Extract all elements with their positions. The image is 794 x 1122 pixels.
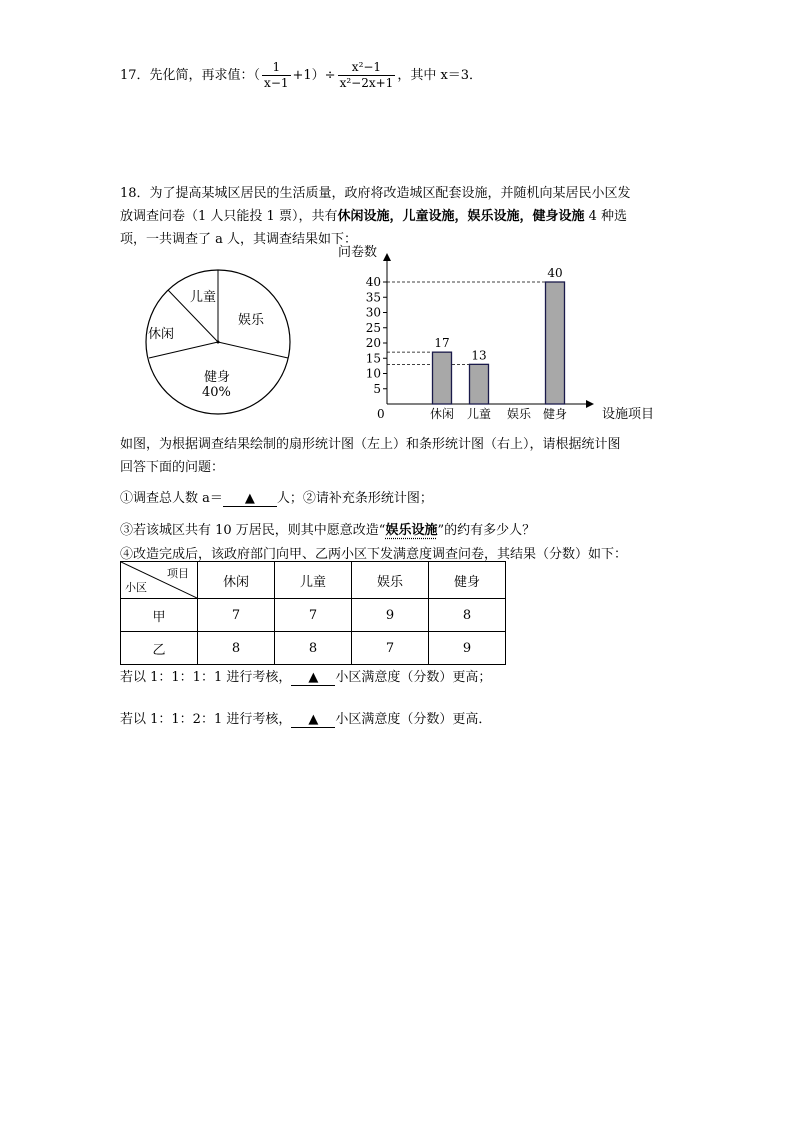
x-tick-label: 健身 bbox=[542, 407, 568, 421]
q18-line-2-a: 放调查问卷（1 人只能投 1 票），共有 bbox=[120, 209, 338, 224]
x-tick-label: 休闲 bbox=[429, 407, 455, 421]
table-corner-cell bbox=[121, 562, 198, 599]
corner-label-bottom: 小区 bbox=[125, 581, 147, 594]
x-axis-label: 设施项目 bbox=[602, 407, 655, 422]
fraction-1-numerator: 1 bbox=[262, 60, 290, 76]
y-tick-label: 30 bbox=[365, 305, 381, 320]
pie-label-fitness: 健身 bbox=[204, 370, 231, 385]
fraction-2-numerator: x²−1 bbox=[338, 60, 396, 76]
y-tick-label: 20 bbox=[365, 336, 381, 350]
column-header: 儿童 bbox=[275, 562, 352, 599]
y-tick-label: 15 bbox=[365, 351, 381, 366]
column-header: 娱乐 bbox=[352, 562, 429, 599]
q18-last-2 bbox=[120, 708, 491, 728]
x-tick-label: 娱乐 bbox=[506, 407, 532, 421]
q18-options-bold: 休闲设施，儿童设施，娱乐设施，健身设施 bbox=[337, 209, 585, 224]
q18-desc-1: 如图，为根据调查结果绘制的扇形统计图（左上）和条形统计图（右上），请根据统计图 bbox=[120, 437, 621, 452]
answer-blank-b[interactable]: ▲ bbox=[291, 670, 335, 686]
last1-text-a: 若以 1：1：1：1 进行考核， bbox=[120, 670, 292, 685]
q17-suffix: ，其中 x＝3． bbox=[397, 68, 483, 83]
sub3-text-b: ”的约有多少人？ bbox=[437, 523, 536, 538]
column-header: 健身 bbox=[429, 562, 506, 599]
table-cell: 7 bbox=[352, 632, 429, 665]
bar-value-label: 40 bbox=[547, 266, 563, 280]
row-header: 甲 bbox=[121, 599, 198, 632]
corner-label-top: 项目 bbox=[167, 567, 189, 580]
bar-chart bbox=[330, 240, 670, 425]
table-cell: 9 bbox=[429, 632, 506, 665]
row-header: 乙 bbox=[121, 632, 198, 665]
q18-line-2-c: 4 种选 bbox=[584, 209, 628, 224]
pie-chart bbox=[140, 262, 300, 422]
pie-center-dot bbox=[217, 341, 220, 344]
table-cell: 8 bbox=[198, 632, 275, 665]
table-cell: 9 bbox=[352, 599, 429, 632]
bar bbox=[546, 282, 565, 404]
pie-label-leisure: 休闲 bbox=[148, 327, 175, 342]
last2-text-b: 小区满意度（分数）更高． bbox=[335, 712, 492, 727]
q17-plus: +1）÷ bbox=[292, 68, 336, 83]
column-header: 休闲 bbox=[198, 562, 275, 599]
q18-sub-3 bbox=[120, 519, 535, 538]
q18-line-3: 项，一共调查了 a 人，其调查结果如下： bbox=[120, 232, 358, 247]
pie-label-entertainment: 娱乐 bbox=[238, 313, 265, 328]
answer-blank-a[interactable]: ▲ bbox=[223, 491, 277, 507]
y-tick-label: 40 bbox=[365, 275, 381, 289]
sub1-text-a: ①调查总人数 a＝ bbox=[120, 491, 223, 506]
q17-prefix: 17．先化简，再求值：（ bbox=[120, 68, 261, 83]
bar bbox=[433, 352, 452, 404]
q18-line-2 bbox=[120, 205, 627, 224]
fraction-2-denominator: x²−2x+1 bbox=[339, 76, 394, 90]
origin-label: 0 bbox=[377, 407, 385, 421]
fraction-1 bbox=[262, 60, 290, 91]
table-cell: 7 bbox=[198, 599, 275, 632]
question-17 bbox=[120, 60, 482, 91]
bar-value-label: 17 bbox=[434, 336, 450, 351]
y-axis-label: 问卷数 bbox=[338, 245, 378, 260]
y-tick-label: 10 bbox=[365, 366, 381, 381]
answer-blank-c[interactable]: ▲ bbox=[291, 712, 335, 728]
guide-lines bbox=[387, 282, 546, 364]
q18-line-1: 18．为了提高某城区居民的生活质量，政府将改造城区配套设施，并随机向某居民小区发 bbox=[120, 186, 631, 201]
table-header-row bbox=[121, 562, 506, 599]
table-row bbox=[121, 632, 506, 665]
q18-sub-1 bbox=[120, 487, 433, 507]
pie-label-fitness-percent: 40% bbox=[202, 385, 231, 400]
table-cell: 8 bbox=[275, 632, 352, 665]
sub3-text-a: ③若该城区共有 10 万居民，则其中愿意改造“ bbox=[120, 523, 386, 538]
x-tick-label: 儿童 bbox=[466, 407, 492, 421]
sub3-emphasis: 娱乐设施 bbox=[385, 523, 438, 538]
table-cell: 8 bbox=[429, 599, 506, 632]
score-table bbox=[120, 561, 506, 665]
bars bbox=[433, 266, 565, 404]
q18-sub-4: ④改造完成后，该政府部门向甲、乙两小区下发满意度调查问卷，其结果（分数）如下： bbox=[120, 547, 628, 562]
fraction-1-denominator: x−1 bbox=[264, 76, 289, 90]
last2-text-a: 若以 1：1：2：1 进行考核， bbox=[120, 712, 292, 727]
y-tick-label: 5 bbox=[373, 381, 381, 396]
q18-last-1 bbox=[120, 666, 491, 686]
y-ticks bbox=[366, 275, 387, 396]
sub1-text-b: 人；②请补充条形统计图； bbox=[276, 491, 433, 506]
bar bbox=[470, 364, 489, 404]
bar-value-label: 13 bbox=[471, 348, 487, 363]
x-tick-labels bbox=[430, 406, 567, 421]
y-tick-label: 25 bbox=[365, 320, 381, 335]
table-row bbox=[121, 599, 506, 632]
y-tick-label: 35 bbox=[365, 290, 381, 305]
pie-label-children: 儿童 bbox=[190, 290, 217, 305]
last1-text-b: 小区满意度（分数）更高； bbox=[335, 670, 492, 685]
fraction-2 bbox=[338, 60, 396, 91]
table-cell: 7 bbox=[275, 599, 352, 632]
q18-desc-2: 回答下面的问题： bbox=[120, 460, 225, 475]
